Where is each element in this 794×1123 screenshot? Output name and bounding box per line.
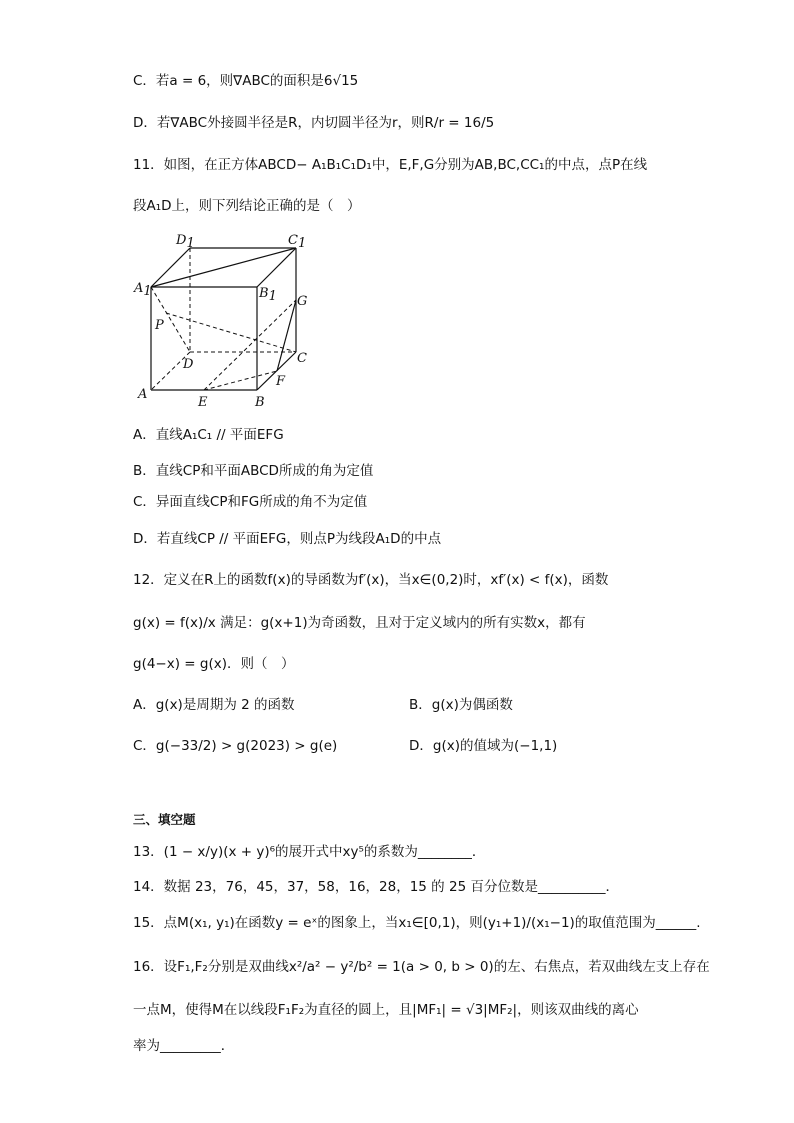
section-title-text: 三、填空题 bbox=[133, 812, 196, 827]
seg-g-f bbox=[277, 300, 296, 371]
q12-option-a bbox=[133, 695, 295, 715]
q13-text: 13．(1 − x/y)(x + y)⁶的展开式中xy⁵的系数为________． bbox=[133, 844, 486, 860]
q10-option-c bbox=[133, 71, 358, 91]
q12-option-d-text: D．g(x)的值域为(−1,1) bbox=[409, 738, 558, 754]
q11-option-a bbox=[133, 425, 284, 445]
q10-option-d bbox=[133, 113, 494, 133]
q14 bbox=[133, 877, 619, 897]
q12-stem-line3 bbox=[133, 654, 294, 674]
q12-option-c-text: C．g(−33/2) > g(2023) > g(e) bbox=[133, 738, 338, 754]
label-d: D bbox=[183, 357, 194, 372]
q15-text: 15．点M(x₁, y₁)在函数y = eˣ的图象上，当x₁∈[0,1)，则(y₁+1)/(x₁−1)的取值范围为______. bbox=[133, 915, 701, 931]
q12-option-b-text: B．g(x)为偶函数 bbox=[409, 697, 513, 713]
q16-line2 bbox=[133, 1000, 639, 1020]
label-c1: C1 bbox=[288, 233, 307, 251]
q11-option-d-text: D．若直线CP // 平面EFG，则点P为线段A₁D的中点 bbox=[133, 531, 442, 547]
label-e: E bbox=[198, 395, 208, 410]
q11-option-c bbox=[133, 492, 367, 512]
q12-option-a-text: A．g(x)是周期为 2 的函数 bbox=[133, 697, 295, 713]
q16-line3-text: 率为_________． bbox=[133, 1038, 235, 1054]
q12-stem-line2 bbox=[133, 613, 586, 633]
q14-text: 14．数据 23，76，45，37，58，16，28，15 的 25 百分位数是__________． bbox=[133, 879, 619, 895]
q16-line2-text: 一点M，使得M在以线段F₁F₂为直径的圆上，且|MF₁| = √3|MF₂|，则该双曲线的离心 bbox=[133, 1002, 639, 1018]
label-f: F bbox=[276, 374, 286, 389]
label-p: P bbox=[155, 318, 164, 333]
label-b: B bbox=[255, 395, 265, 410]
label-c: C bbox=[297, 351, 307, 366]
q16-line1-text: 16．设F₁,F₂分别是双曲线x²/a² − y²/b² = 1(a > 0, b > 0)的左、右焦点，若双曲线左支上存在 bbox=[133, 959, 710, 975]
q11-option-d bbox=[133, 529, 441, 549]
q12-stem-line2-text: g(x) = f(x)/x 满足：g(x+1)为奇函数，且对于定义域内的所有实数x，都有 bbox=[133, 615, 586, 631]
q11-stem-line2 bbox=[133, 196, 361, 216]
q10-option-c-text: C．若a = 6，则∇ABC的面积是6√15 bbox=[133, 73, 359, 89]
q12-option-d bbox=[409, 736, 557, 756]
q11-option-b bbox=[133, 461, 373, 481]
label-a: A bbox=[138, 387, 148, 402]
q15 bbox=[133, 913, 701, 933]
q11-option-b-text: B．直线CP和平面ABCD所成的角为定值 bbox=[133, 463, 374, 479]
label-g: G bbox=[297, 294, 308, 309]
q11-stem-line2-text: 段A₁D上，则下列结论正确的是（ ） bbox=[133, 198, 361, 214]
diag-a1-c1 bbox=[151, 248, 296, 287]
q12-stem-line1 bbox=[133, 570, 608, 590]
q10-option-d-text: D．若∇ABC外接圆半径是R，内切圆半径为r，则R/r = 16/5 bbox=[133, 115, 495, 131]
q11-option-a-text: A．直线A₁C₁ // 平面EFG bbox=[133, 427, 284, 443]
cube-figure bbox=[130, 228, 320, 413]
q12-stem-line1-text: 12．定义在R上的函数f(x)的导函数为f′(x)，当x∈(0,2)时，xf′(x) < f(x)，函数 bbox=[133, 572, 609, 588]
q11-option-c-text: C．异面直线CP和FG所成的角不为定值 bbox=[133, 494, 368, 510]
section-title bbox=[133, 810, 196, 830]
q11-stem-line1 bbox=[133, 155, 647, 175]
q16-line3 bbox=[133, 1036, 234, 1056]
label-a1: A1 bbox=[134, 281, 152, 299]
q16-line1 bbox=[133, 957, 710, 977]
q12-option-c bbox=[133, 736, 337, 756]
q12-stem-line3-text: g(4−x) = g(x)．则（ ） bbox=[133, 656, 295, 672]
q11-stem-line1-text: 11．如图，在正方体ABCD− A₁B₁C₁D₁中，E,F,G分别为AB,BC,CC₁的中点，点P在线 bbox=[133, 157, 648, 173]
q13 bbox=[133, 842, 485, 862]
label-d1: D1 bbox=[176, 233, 195, 251]
q12-option-b bbox=[409, 695, 513, 715]
label-b1: B1 bbox=[259, 286, 277, 304]
